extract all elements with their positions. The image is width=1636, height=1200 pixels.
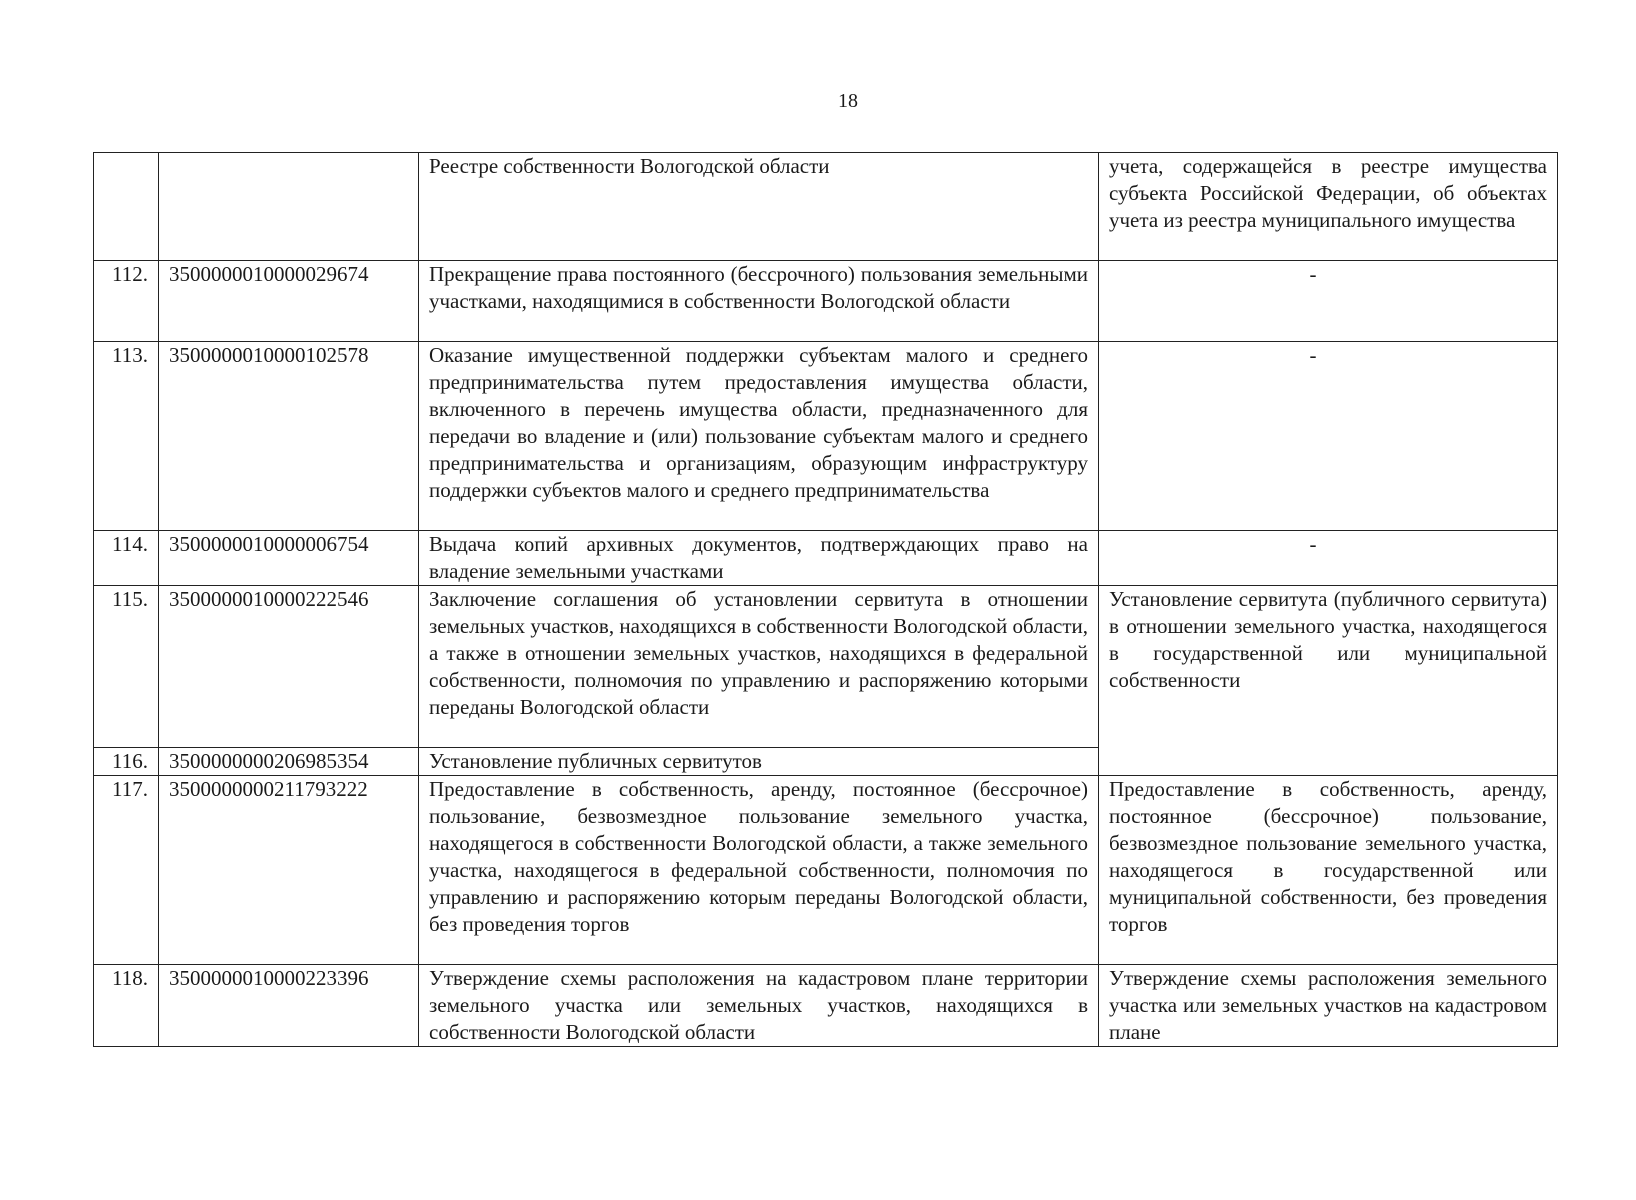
- service-note: -: [1099, 261, 1558, 342]
- service-id: [159, 153, 419, 261]
- service-note: -: [1099, 531, 1558, 586]
- service-note: Установление сервитута (публичного сервитута) в отношении земельного участка, находящегося в государственной или муниципальной собственности: [1099, 586, 1558, 776]
- service-name: Прекращение права постоянного (бессрочного) пользования земельными участками, находящимися в собственности Вологодской области: [419, 261, 1099, 342]
- row-number: [94, 153, 159, 261]
- service-id: 3500000010000223396: [159, 965, 419, 1047]
- service-id: 3500000010000222546: [159, 586, 419, 748]
- service-note: Предоставление в собственность, аренду, постоянное (бессрочное) пользование, безвозмездное пользование земельного участка, находящегося в государственной или муниципальной собственности, без проведения торгов: [1099, 776, 1558, 965]
- table-row: [94, 531, 1558, 586]
- service-id: 3500000000211793222: [159, 776, 419, 965]
- service-name: Реестре собственности Вологодской области: [419, 153, 1099, 261]
- table-row: [94, 261, 1558, 342]
- row-number: 118.: [94, 965, 159, 1047]
- service-name: Заключение соглашения об установлении сервитута в отношении земельных участков, находящихся в собственности Вологодской области, а также в отношении земельных участков, находящихся в федеральной собственности, полномочия по управлению и распоряжению которыми переданы Вологодской области: [419, 586, 1099, 748]
- row-number: 116.: [94, 748, 159, 776]
- service-note: -: [1099, 342, 1558, 531]
- table-row: [94, 586, 1558, 748]
- service-id: 3500000010000102578: [159, 342, 419, 531]
- table-row: [94, 342, 1558, 531]
- service-id: 3500000010000006754: [159, 531, 419, 586]
- service-id: 3500000010000029674: [159, 261, 419, 342]
- table-row: [94, 153, 1558, 261]
- service-name: Оказание имущественной поддержки субъектам малого и среднего предпринимательства путем предоставления имущества области, включенного в перечень имущества области, предназначенного для передачи во владение и (или) пользование субъектам малого и среднего предпринимательства и организациям, образующим инфраструктуру поддержки субъектов малого и среднего предпринимательства: [419, 342, 1099, 531]
- service-name: Выдача копий архивных документов, подтверждающих право на владение земельными участками: [419, 531, 1099, 586]
- service-name: Предоставление в собственность, аренду, постоянное (бессрочное) пользование, безвозмездное пользование земельного участка, находящегося в собственности Вологодской области, а также земельного участка, находящегося в федеральной собственности, полномочия по управлению и распоряжению которым переданы Вологодской области, без проведения торгов: [419, 776, 1099, 965]
- row-number: 112.: [94, 261, 159, 342]
- service-name: Установление публичных сервитутов: [419, 748, 1099, 776]
- row-number: 115.: [94, 586, 159, 748]
- service-note: Утверждение схемы расположения земельного участка или земельных участков на кадастровом плане: [1099, 965, 1558, 1047]
- row-number: 117.: [94, 776, 159, 965]
- service-id: 3500000000206985354: [159, 748, 419, 776]
- row-number: 113.: [94, 342, 159, 531]
- table-row: [94, 965, 1558, 1047]
- services-registry-table: [93, 152, 1558, 1047]
- page-number: 18: [838, 90, 858, 112]
- table-row: [94, 776, 1558, 965]
- service-note: учета, содержащейся в реестре имущества субъекта Российской Федерации, об объектах учета из реестра муниципального имущества: [1099, 153, 1558, 261]
- service-name: Утверждение схемы расположения на кадастровом плане территории земельного участка или земельных участков, находящихся в собственности Вологодской области: [419, 965, 1099, 1047]
- row-number: 114.: [94, 531, 159, 586]
